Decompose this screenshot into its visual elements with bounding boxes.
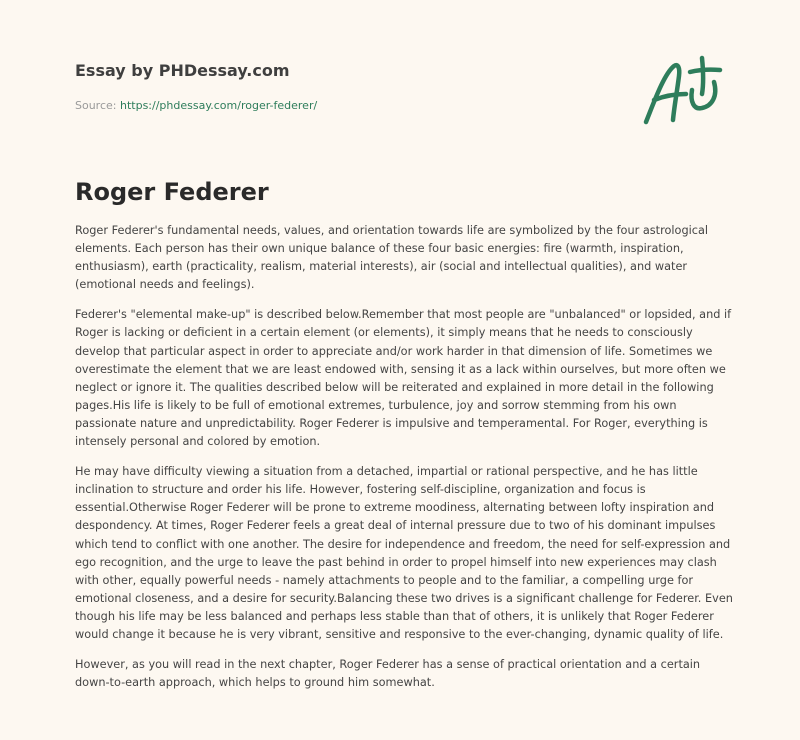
source-line <box>75 99 615 113</box>
essay-paragraph: Roger Federer's fundamental needs, values, and orientation towards life are symbolized by the four astrological elements. Each person has their own unique balance of these four basic energies: fire (warmth, inspiration, enthusiasm), earth (practicality, realism, material interests), air (social and intellectual qualities), and water (emotional needs and feelings). <box>75 224 709 292</box>
essay-paragraph: Federer's "elemental make-up" is described below.Remember that most people are "unbalanced" or lopsided, and if Roger is lacking or deficient in a certain element (or elements), it simply means that he needs to consciously develop that particular aspect in order to appreciate and/or work harder in that dimension of life. Sometimes we overestimate the element that we are least endowed with, sensing it as a lack within ourselves, but more often we neglect or ignore it. The qualities described below will be reiterated and explained in more detail in the following pages.His life is likely to be full of emotional extremes, turbulence, joy and sorrow stemming from his own passionate nature and unpredictability. Roger Federer is impulsive and temperamental. For Roger, everything is intensely personal and colored by emotion. <box>75 308 732 449</box>
essay-title: Roger Federer <box>75 178 269 206</box>
essay-paragraph: However, as you will read in the next chapter, Roger Federer has a sense of practical orientation and a certain down-to-earth approach, which helps to ground him somewhat. <box>75 658 701 690</box>
a-plus-logo-icon <box>640 52 730 132</box>
source-label: Source: <box>75 99 120 112</box>
essay-body <box>75 222 735 704</box>
essay-paragraph: He may have difficulty viewing a situation from a detached, impartial or rational perspective, and he has little inclination to structure and order his life. However, fostering self-discipline, organization and focus is essential.Otherwise Roger Federer will be prone to extreme moodiness, alternating between lofty inspiration and despondency. At times, Roger Federer feels a great deal of internal pressure due to two of his dominant impulses which tend to conflict with one another. The desire for independence and freedom, the need for self-expression and ego recognition, and the urge to leave the past behind in order to propel himself into new experiences may clash with other, equally powerful needs - namely attachments to people and to the familiar, a compelling urge for emotional closeness, and a desire for security.Balancing these two drives is a significant challenge for Federer. Even though his life may be less balanced and perhaps less stable than that of others, it is unlikely that Roger Federer would change it because he is very vibrant, sensitive and responsive to the ever-changing, dynamic quality of life. <box>75 465 733 641</box>
source-link[interactable]: https://phdessay.com/roger-federer/ <box>119 99 318 112</box>
header <box>75 60 615 113</box>
site-title: Essay by PHDessay.com <box>75 61 290 80</box>
a-plus-logo-svg <box>640 52 730 132</box>
